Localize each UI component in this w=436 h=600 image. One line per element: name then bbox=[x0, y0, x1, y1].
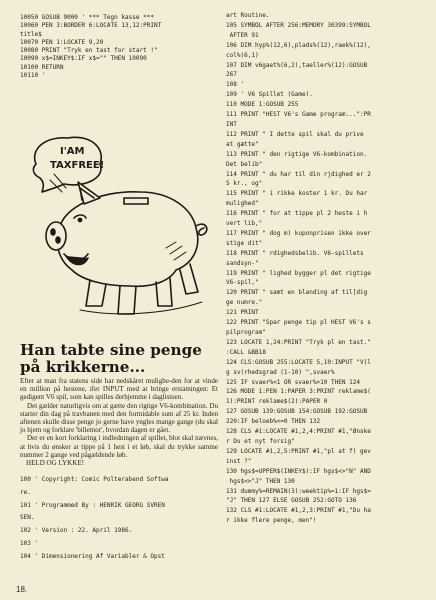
code-line: 111 PRINT "HEST V6's Game program...":PR bbox=[226, 111, 371, 119]
code-line: col%(6,1) bbox=[226, 51, 259, 59]
code-line: 10060 PEN 3:BORDER 6:LOCATE 13,12:PRINT bbox=[20, 22, 162, 30]
article-heading-line-2: på krikkerne... bbox=[20, 358, 146, 376]
code-line: 5 kr., og" bbox=[226, 180, 263, 188]
article-signoff: HELD OG LYKKE! bbox=[26, 459, 85, 468]
code-line: 102 ' Version : 22. April 1986. bbox=[20, 527, 133, 535]
code-line: r ikke flere penge, men"! bbox=[226, 517, 317, 525]
code-line: 10110 ' bbox=[20, 72, 46, 80]
piggy-bank-illustration bbox=[20, 130, 216, 338]
article-body bbox=[20, 377, 218, 467]
code-line: 113 PRINT " den rigtige V6-kombination. bbox=[226, 150, 368, 158]
article-heading bbox=[20, 342, 218, 376]
code-line: Det belib" bbox=[226, 160, 263, 168]
code-line: "J" THEN 127 ELSE GOSUB 252:GOTO 136 bbox=[226, 497, 357, 505]
code-line: sandsyn-" bbox=[226, 259, 259, 267]
code-line: vert lib," bbox=[226, 220, 263, 228]
code-line: 1):PRINT reklame$(2):PAPER 0 bbox=[226, 398, 328, 406]
speech-bubble-line-2: TAXFREE! bbox=[50, 160, 105, 171]
code-line: 109 ' V6 Spillet (Game). bbox=[226, 91, 313, 99]
code-line: 128 CLS #1:LOCATE #1,2,4:PRINT #1,"Ønske bbox=[226, 428, 371, 436]
code-line: SEN. bbox=[20, 514, 35, 522]
code-line: 124 CLS:GOSUB 255:LOCATE 5,10:INPUT "V(l bbox=[226, 358, 371, 366]
code-line: 122 PRINT "Spar penge tip pl HEST V6's s bbox=[226, 319, 371, 327]
code-line: 132 CLS #1:LOCATE #1,2,3:PRINT #1,"Du ha bbox=[226, 507, 371, 515]
code-line: 130 hgs$=UPPER$(INKEY$):IF hgs$<>"N" AND bbox=[226, 467, 371, 475]
code-line: 267 bbox=[226, 71, 237, 79]
code-line: 106 DIM hyp%(12,6),plads%(12),raek%(12), bbox=[226, 41, 371, 49]
code-line: 131 dummy%=REMAIN(3):weektip%=1:IF hgs$= bbox=[226, 487, 371, 495]
code-line: ge numre." bbox=[226, 299, 263, 307]
code-line: 220:IF beloeb%<=0 THEN 132 bbox=[226, 418, 321, 426]
code-line: art Routine. bbox=[226, 12, 270, 19]
code-line: 117 PRINT " dog m) kuponprisen ikke over bbox=[226, 229, 371, 237]
code-line: 110 MODE 1:GOSUB 255 bbox=[226, 101, 299, 109]
code-line: 116 PRINT " for at tippe pl 2 heste i h bbox=[226, 210, 368, 218]
code-line: :CALL &BB18 bbox=[226, 348, 266, 356]
article-paragraph: Efter at man fra statens side har nedskåret mulighe-den for at vinde en million på hestene, ifer INPUT med at bringe erstatningen: Et gedigent V6 spil, som kan spilles derhjemme i daglistuen. bbox=[20, 377, 218, 402]
code-line: title$ bbox=[20, 30, 42, 38]
code-line: INT bbox=[226, 120, 237, 128]
code-line: 10090 x$=INKEY$:IF x$="" THEN 10090 bbox=[20, 55, 147, 63]
code-line: pilprogram" bbox=[226, 329, 266, 336]
code-line: 10070 PEN 1:LOCATE 9,20 bbox=[20, 38, 104, 46]
code-line: 10100 RETURN bbox=[20, 63, 64, 71]
code-listing-right bbox=[226, 12, 422, 527]
code-line: 123 LOCATE 1,24:PRINT "Tryk pl en tast." bbox=[226, 338, 371, 346]
code-line: g sv(rhedsgrad (1-10) ",svaer% bbox=[226, 368, 335, 376]
code-line: 104 ' Dimensionering Af Variabler & Opst bbox=[20, 552, 165, 560]
code-line: stige dit" bbox=[226, 239, 263, 247]
code-line: hgs$<>"J" THEN 130 bbox=[226, 477, 295, 485]
code-line: 101 ' Programmed By : HENRIK GEORG SVREN bbox=[20, 501, 165, 509]
code-line: 105 SYMBOL AFTER 256:MEMORY 30399:SYMBOL bbox=[226, 21, 371, 29]
code-listing-bottom bbox=[20, 476, 218, 566]
code-line: AFTER 91 bbox=[226, 31, 259, 39]
code-line: 100 ' Copyright: Comic Polterabend Softwa bbox=[20, 476, 169, 483]
article-paragraph: Det gælder naturligvis om at gætte den rigtige V6-kombination. Du starter din dag på travbanen med den formidable sum af 25 kr. Inden aftenen skulle disse penge jo gerne have yngles mange gange (du skal jo hjem og forklare 'billemor', hvordan dagen er gået. bbox=[20, 401, 218, 435]
code-line: 119 PRINT " lighed bygger pl det rigtige bbox=[226, 269, 371, 277]
code-line: 10050 GOSUB 9000 ' *** Tegn kasse *** bbox=[20, 14, 154, 21]
page-number: 18. bbox=[16, 585, 28, 594]
code-line: inst ?" bbox=[226, 457, 252, 465]
article-paragraph: Der er en kort forklaring i indledningen af spillet, blot skal nævnes, at hvis du ønsker at tippe på 1 hest i et løb, skal du trykke samme nummer 2 gange ved pågældende løb. bbox=[20, 434, 218, 459]
code-line: mulighed" bbox=[226, 200, 259, 208]
code-line: 127 GOSUB 139:GOSUB 154:GOSUB 192:GOSUB bbox=[226, 408, 368, 416]
code-line: 10080 PRINT "Tryk en tast for start !" bbox=[20, 47, 158, 55]
code-line: 114 PRINT " du har til din rjdighed er 2 bbox=[226, 170, 371, 178]
code-line: 108 ' bbox=[226, 81, 245, 89]
code-line: 120 PRINT " samt en blanding af til[dig bbox=[226, 289, 368, 297]
code-line: 115 PRINT " i rikke koster 1 kr. Du har bbox=[226, 190, 368, 198]
article-heading-line-1: Han tabte sine penge bbox=[20, 341, 202, 359]
code-line: 107 DIM v6gaet%(6,2),taeller%(12):GOSUB bbox=[226, 61, 368, 69]
code-line: 112 PRINT " I dette spil skal du prive bbox=[226, 130, 364, 138]
code-line: 121 PRINT bbox=[226, 309, 259, 317]
code-line: 129 LOCATE #1,2,5:PRINT #1,"pl at f) gev bbox=[226, 447, 371, 455]
speech-bubble-line-1: I'AM bbox=[60, 146, 85, 157]
code-line: 126 MODE 1:PEN 1:PAPER 3:PRINT reklame$( bbox=[226, 388, 371, 396]
code-line: re. bbox=[20, 488, 31, 496]
code-line: 125 IF svaer%<1 OR svaer%>10 THEN 124 bbox=[226, 378, 360, 386]
code-listing-top bbox=[20, 14, 216, 80]
code-line: V6-spil," bbox=[226, 279, 259, 287]
code-line: 103 ' bbox=[20, 539, 39, 547]
code-line: 118 PRINT " rdighedsbelib. V6-spillets bbox=[226, 249, 364, 257]
code-line: r Du et nyt forsig" bbox=[226, 437, 295, 445]
code-line: at gætte" bbox=[226, 140, 259, 148]
